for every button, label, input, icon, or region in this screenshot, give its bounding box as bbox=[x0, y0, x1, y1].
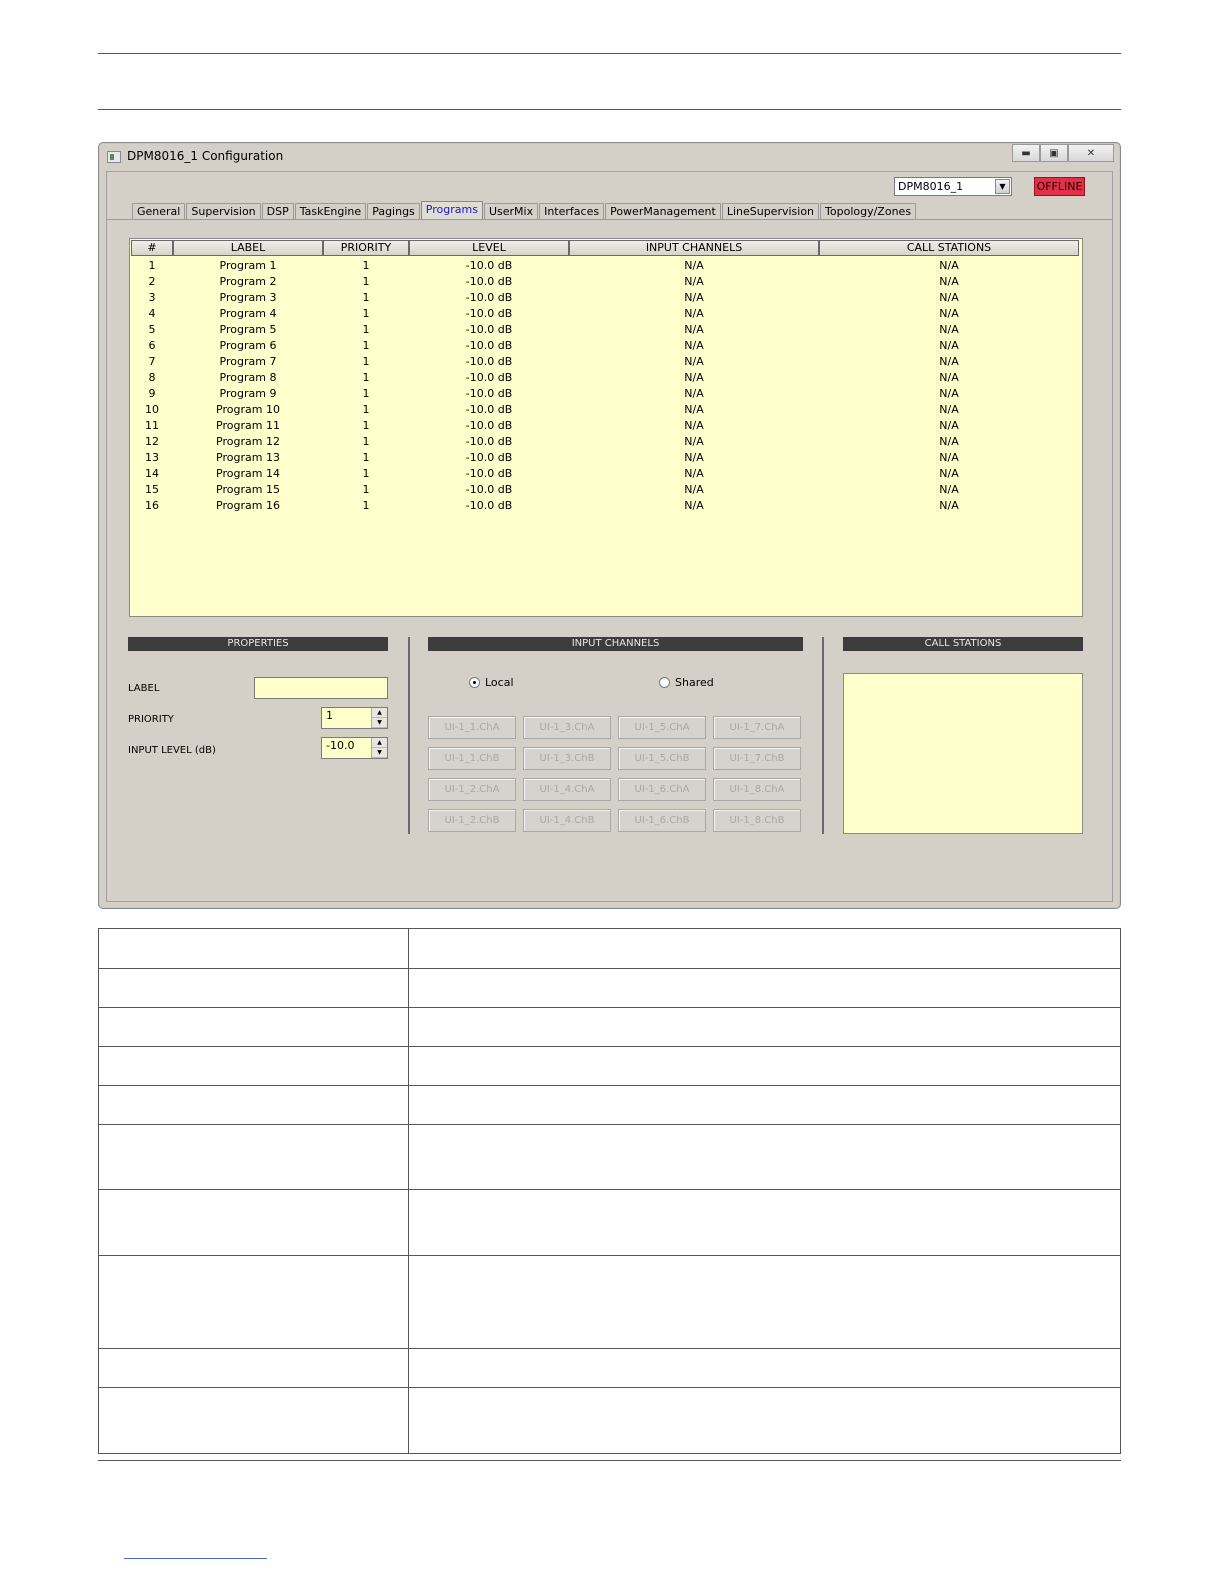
table-cell: 2 bbox=[148, 275, 156, 288]
table-cell: -10.0 dB bbox=[465, 435, 513, 448]
table-cell: Program 7 bbox=[219, 355, 277, 368]
table-cell: N/A bbox=[939, 435, 959, 448]
table-cell: Program 16 bbox=[216, 499, 280, 512]
section-divider bbox=[408, 637, 410, 834]
table-row bbox=[99, 929, 1121, 969]
table-cell: -10.0 dB bbox=[465, 307, 513, 320]
table-cell: Program 12 bbox=[216, 435, 280, 448]
table-cell: N/A bbox=[684, 435, 704, 448]
table-cell: 7 bbox=[148, 355, 156, 368]
table-cell: N/A bbox=[684, 499, 704, 512]
tab-dsp[interactable]: DSP bbox=[262, 203, 294, 220]
table-cell: Program 15 bbox=[216, 483, 280, 496]
table-cell: -10.0 dB bbox=[465, 451, 513, 464]
tab-powermanagement[interactable]: PowerManagement bbox=[605, 203, 721, 220]
table-cell: 1 bbox=[362, 435, 370, 448]
programs-table[interactable] bbox=[129, 238, 1083, 617]
table-cell: -10.0 dB bbox=[465, 403, 513, 416]
table-cell: N/A bbox=[939, 451, 959, 464]
call-stations-list[interactable] bbox=[843, 673, 1083, 834]
table-cell: 1 bbox=[362, 355, 370, 368]
input-channel-button[interactable]: UI-1_2.ChA bbox=[428, 778, 516, 801]
table-cell: 1 bbox=[362, 419, 370, 432]
chevron-down-icon[interactable]: ▼ bbox=[995, 179, 1010, 194]
close-button[interactable] bbox=[1068, 144, 1114, 162]
table-cell: -10.0 dB bbox=[465, 259, 513, 272]
window-controls bbox=[1012, 144, 1114, 162]
spin-up-icon[interactable]: ▲ bbox=[372, 708, 387, 718]
table-row[interactable] bbox=[131, 338, 1079, 354]
table-cell: -10.0 dB bbox=[465, 339, 513, 352]
input-channel-button[interactable]: UI-1_7.ChA bbox=[713, 716, 801, 739]
input-channel-button[interactable]: UI-1_4.ChB bbox=[523, 809, 611, 832]
table-cell: Program 10 bbox=[216, 403, 280, 416]
table-cell: N/A bbox=[684, 467, 704, 480]
column-header[interactable]: # bbox=[131, 240, 173, 256]
table-row bbox=[99, 1256, 1121, 1349]
radio-checked-icon bbox=[469, 677, 480, 688]
table-cell: N/A bbox=[684, 291, 704, 304]
table-cell: -10.0 dB bbox=[465, 387, 513, 400]
tab-supervision[interactable]: Supervision bbox=[186, 203, 260, 220]
table-cell: 9 bbox=[148, 387, 156, 400]
app-icon bbox=[107, 151, 121, 163]
tab-divider bbox=[107, 219, 1112, 220]
table-row[interactable] bbox=[131, 466, 1079, 482]
input-channel-button[interactable]: UI-1_6.ChA bbox=[618, 778, 706, 801]
tab-topology-zones[interactable]: Topology/Zones bbox=[820, 203, 916, 220]
input-channel-button[interactable]: UI-1_8.ChB bbox=[713, 809, 801, 832]
input-channel-button[interactable]: UI-1_3.ChB bbox=[523, 747, 611, 770]
table-cell: 1 bbox=[362, 259, 370, 272]
table-cell: N/A bbox=[684, 323, 704, 336]
table-cell: 1 bbox=[362, 499, 370, 512]
table-row[interactable] bbox=[131, 370, 1079, 386]
table-cell: 1 bbox=[362, 467, 370, 480]
input-channel-button[interactable]: UI-1_1.ChB bbox=[428, 747, 516, 770]
table-cell: N/A bbox=[939, 307, 959, 320]
table-cell: 10 bbox=[145, 403, 159, 416]
top-rule bbox=[98, 53, 1121, 54]
table-cell: N/A bbox=[684, 419, 704, 432]
local-radio[interactable] bbox=[469, 676, 514, 689]
table-cell: Program 4 bbox=[219, 307, 277, 320]
bottom-rule bbox=[98, 1460, 1121, 1461]
table-cell: 1 bbox=[362, 451, 370, 464]
input-channel-button[interactable]: UI-1_8.ChA bbox=[713, 778, 801, 801]
tab-interfaces[interactable]: Interfaces bbox=[539, 203, 604, 220]
column-header[interactable]: LABEL bbox=[173, 240, 323, 256]
table-cell: N/A bbox=[684, 355, 704, 368]
table-cell: Program 2 bbox=[219, 275, 277, 288]
tab-taskengine[interactable]: TaskEngine bbox=[295, 203, 366, 220]
table-cell: 13 bbox=[145, 451, 159, 464]
table-cell: 12 bbox=[145, 435, 159, 448]
column-header[interactable]: LEVEL bbox=[409, 240, 569, 256]
table-cell: 1 bbox=[362, 483, 370, 496]
table-row bbox=[99, 1388, 1121, 1454]
shared-radio[interactable] bbox=[659, 676, 714, 689]
call-stations-header: CALL STATIONS bbox=[843, 637, 1083, 651]
tab-programs[interactable]: Programs bbox=[421, 201, 483, 220]
table-row[interactable] bbox=[131, 290, 1079, 306]
minimize-icon: ▬ bbox=[1021, 147, 1031, 159]
table-row[interactable] bbox=[131, 354, 1079, 370]
table-row bbox=[99, 1125, 1121, 1190]
column-header[interactable]: CALL STATIONS bbox=[819, 240, 1079, 256]
table-cell: 1 bbox=[362, 323, 370, 336]
input-channel-button[interactable]: UI-1_2.ChB bbox=[428, 809, 516, 832]
table-cell: 16 bbox=[145, 499, 159, 512]
table-cell: -10.0 dB bbox=[465, 371, 513, 384]
table-cell: N/A bbox=[684, 371, 704, 384]
table-cell: -10.0 dB bbox=[465, 499, 513, 512]
table-cell: N/A bbox=[939, 339, 959, 352]
input-level-field-label: INPUT LEVEL (dB) bbox=[128, 745, 216, 756]
input-channel-button[interactable]: UI-1_5.ChB bbox=[618, 747, 706, 770]
table-cell: N/A bbox=[939, 499, 959, 512]
table-row[interactable] bbox=[131, 498, 1079, 514]
table-cell: Program 1 bbox=[219, 259, 277, 272]
table-cell: N/A bbox=[939, 483, 959, 496]
table-cell: N/A bbox=[684, 387, 704, 400]
minimize-button[interactable] bbox=[1012, 144, 1040, 162]
table-cell: 1 bbox=[362, 403, 370, 416]
input-level-spin[interactable] bbox=[371, 738, 387, 758]
table-cell: 11 bbox=[145, 419, 159, 432]
header-rule bbox=[98, 109, 1121, 110]
table-cell: -10.0 dB bbox=[465, 275, 513, 288]
table-cell: -10.0 dB bbox=[465, 419, 513, 432]
input-channel-button[interactable]: UI-1_6.ChB bbox=[618, 809, 706, 832]
table-row[interactable] bbox=[131, 418, 1079, 434]
table-cell: N/A bbox=[939, 323, 959, 336]
table-cell: -10.0 dB bbox=[465, 355, 513, 368]
priority-field-label: PRIORITY bbox=[128, 714, 174, 725]
table-cell: 3 bbox=[148, 291, 156, 304]
spin-down-icon[interactable]: ▼ bbox=[372, 748, 387, 758]
status-badge: OFFLINE bbox=[1034, 177, 1085, 196]
table-cell: N/A bbox=[939, 275, 959, 288]
table-row[interactable] bbox=[131, 482, 1079, 498]
table-row[interactable] bbox=[131, 386, 1079, 402]
window-client-area bbox=[106, 171, 1113, 902]
priority-value: 1 bbox=[326, 709, 333, 722]
table-cell: 1 bbox=[148, 259, 156, 272]
input-level-stepper[interactable] bbox=[321, 737, 388, 759]
footer-link-underline[interactable] bbox=[124, 1558, 267, 1559]
table-cell: 8 bbox=[148, 371, 156, 384]
tab-linesupervision[interactable]: LineSupervision bbox=[722, 203, 819, 220]
description-table bbox=[98, 928, 1121, 1454]
input-channel-button[interactable]: UI-1_3.ChA bbox=[523, 716, 611, 739]
table-cell: N/A bbox=[939, 467, 959, 480]
configuration-window bbox=[98, 142, 1121, 909]
local-radio-label: Local bbox=[485, 676, 514, 689]
programs-table-header bbox=[131, 240, 1079, 256]
table-row bbox=[99, 969, 1121, 1008]
table-cell: N/A bbox=[939, 355, 959, 368]
table-cell: 14 bbox=[145, 467, 159, 480]
table-cell: Program 14 bbox=[216, 467, 280, 480]
table-cell: N/A bbox=[684, 483, 704, 496]
spin-down-icon[interactable]: ▼ bbox=[372, 718, 387, 728]
table-cell: N/A bbox=[939, 259, 959, 272]
table-cell: 1 bbox=[362, 291, 370, 304]
label-input[interactable] bbox=[254, 677, 388, 699]
table-cell: -10.0 dB bbox=[465, 467, 513, 480]
properties-header: PROPERTIES bbox=[128, 637, 388, 651]
input-channel-button[interactable]: UI-1_4.ChA bbox=[523, 778, 611, 801]
table-cell: Program 6 bbox=[219, 339, 277, 352]
table-cell: 5 bbox=[148, 323, 156, 336]
table-row bbox=[99, 1008, 1121, 1047]
table-cell: -10.0 dB bbox=[465, 291, 513, 304]
table-row[interactable] bbox=[131, 434, 1079, 450]
tab-bar bbox=[132, 202, 917, 220]
table-cell: N/A bbox=[939, 371, 959, 384]
input-channel-button[interactable]: UI-1_7.ChB bbox=[713, 747, 801, 770]
table-cell: N/A bbox=[939, 403, 959, 416]
table-cell: 15 bbox=[145, 483, 159, 496]
table-cell: Program 9 bbox=[219, 387, 277, 400]
table-cell: N/A bbox=[684, 339, 704, 352]
table-cell: -10.0 dB bbox=[465, 323, 513, 336]
table-row[interactable] bbox=[131, 450, 1079, 466]
table-cell: Program 3 bbox=[219, 291, 277, 304]
table-cell: 1 bbox=[362, 387, 370, 400]
table-cell: 4 bbox=[148, 307, 156, 320]
label-field-label: LABEL bbox=[128, 683, 160, 694]
shared-radio-label: Shared bbox=[675, 676, 714, 689]
tab-general[interactable]: General bbox=[132, 203, 185, 220]
table-row[interactable] bbox=[131, 306, 1079, 322]
table-cell: N/A bbox=[684, 307, 704, 320]
table-cell: -10.0 dB bbox=[465, 483, 513, 496]
table-cell: N/A bbox=[684, 451, 704, 464]
priority-spin[interactable] bbox=[371, 708, 387, 728]
title-bar[interactable] bbox=[99, 143, 1120, 171]
column-header[interactable]: PRIORITY bbox=[323, 240, 409, 256]
table-cell: Program 5 bbox=[219, 323, 277, 336]
table-row[interactable] bbox=[131, 322, 1079, 338]
table-row bbox=[99, 1349, 1121, 1388]
table-cell: N/A bbox=[939, 387, 959, 400]
table-cell: N/A bbox=[684, 259, 704, 272]
table-cell: N/A bbox=[939, 291, 959, 304]
table-row[interactable] bbox=[131, 258, 1079, 274]
programs-table-body bbox=[131, 258, 1079, 514]
table-cell: N/A bbox=[939, 419, 959, 432]
table-cell: 1 bbox=[362, 371, 370, 384]
device-dropdown-value: DPM8016_1 bbox=[898, 180, 964, 193]
window-title: DPM8016_1 Configuration bbox=[127, 149, 284, 163]
spin-up-icon[interactable]: ▲ bbox=[372, 738, 387, 748]
maximize-button[interactable] bbox=[1040, 144, 1068, 162]
input-channels-header: INPUT CHANNELS bbox=[428, 637, 803, 651]
section-divider bbox=[822, 637, 824, 834]
close-icon: ✕ bbox=[1086, 147, 1096, 159]
table-cell: N/A bbox=[684, 403, 704, 416]
column-header[interactable]: INPUT CHANNELS bbox=[569, 240, 819, 256]
table-cell: 6 bbox=[148, 339, 156, 352]
input-level-value: -10.0 bbox=[326, 739, 355, 752]
table-cell: N/A bbox=[684, 275, 704, 288]
table-row bbox=[99, 1190, 1121, 1256]
table-cell: 1 bbox=[362, 339, 370, 352]
input-channel-button[interactable]: UI-1_5.ChA bbox=[618, 716, 706, 739]
maximize-icon: ▣ bbox=[1049, 147, 1059, 159]
table-cell: 1 bbox=[362, 307, 370, 320]
table-row[interactable] bbox=[131, 274, 1079, 290]
input-channel-button[interactable]: UI-1_1.ChA bbox=[428, 716, 516, 739]
table-row bbox=[99, 1086, 1121, 1125]
tab-usermix[interactable]: UserMix bbox=[484, 203, 538, 220]
table-cell: Program 13 bbox=[216, 451, 280, 464]
table-row[interactable] bbox=[131, 402, 1079, 418]
table-cell: 1 bbox=[362, 275, 370, 288]
priority-stepper[interactable] bbox=[321, 707, 388, 729]
device-dropdown[interactable] bbox=[894, 177, 1012, 196]
radio-unchecked-icon bbox=[659, 677, 670, 688]
table-cell: Program 8 bbox=[219, 371, 277, 384]
table-cell: Program 11 bbox=[216, 419, 280, 432]
tab-pagings[interactable]: Pagings bbox=[367, 203, 420, 220]
table-row bbox=[99, 1047, 1121, 1086]
